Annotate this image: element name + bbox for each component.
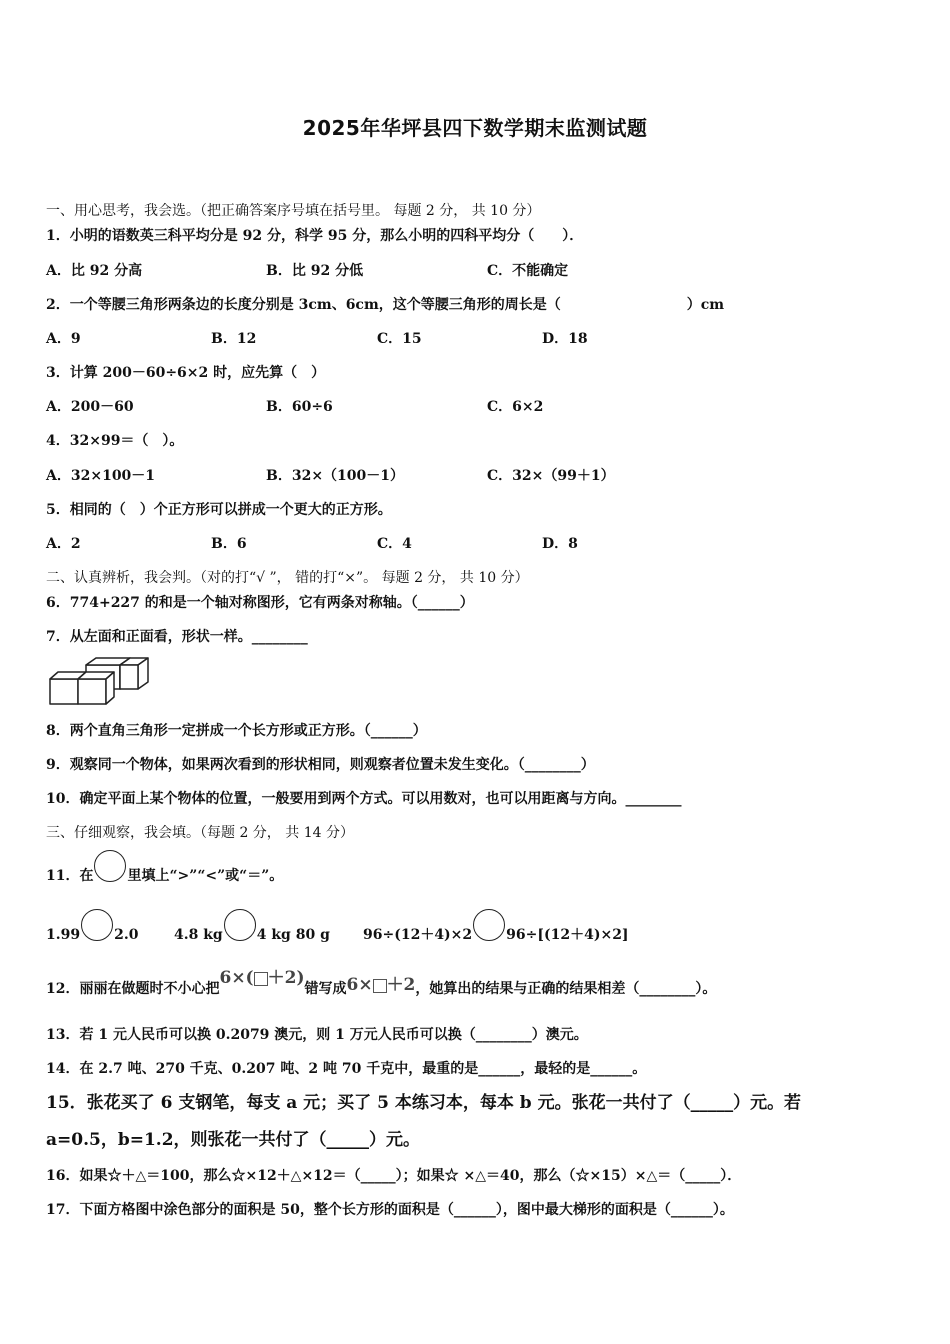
q11-prefix: 11．在	[46, 868, 94, 884]
answer-circle[interactable]	[94, 850, 126, 882]
compare-circle-1[interactable]	[81, 909, 113, 941]
q5-option-c: C．4	[377, 536, 412, 552]
compare-circle-2[interactable]	[224, 909, 256, 941]
question-1: 1．小明的语数英三科平均分是 92 分，科学 95 分，那么小明的四科平均分（ ）．	[46, 228, 584, 244]
correct-expression: 6×( ＋2)	[219, 968, 305, 988]
q4-option-a: A．32×100－1	[46, 468, 156, 484]
wrong-expression: 6× ＋2	[346, 975, 416, 995]
question-8: 8．两个直角三角形一定拼成一个长方形或正方形。（______）	[46, 723, 427, 739]
q5-option-d: D．8	[542, 536, 578, 552]
page-title: 2025年华坪县四下数学期末监测试题	[302, 116, 648, 140]
question-9: 9．观察同一个物体，如果两次看到的形状相同，则观察者位置未发生变化。（________）	[46, 757, 595, 773]
section-2-heading: 二、认真辨析，我会判。（对的打“√ ”， 错的打“×”。 每题 2 分， 共 10 分）	[46, 570, 529, 586]
q1-option-c: C．不能确定	[487, 263, 569, 279]
q2-option-d: D．18	[542, 331, 588, 347]
q11-suffix: 里填上“>”“<”或“＝”。	[127, 868, 284, 884]
q2-option-b: B．12	[211, 331, 257, 347]
question-5: 5．相同的（ ）个正方形可以拼成一个更大的正方形。	[46, 502, 392, 518]
question-15-line-2: a=0.5，b=1.2，则张花一共付了（_____）元。	[46, 1130, 421, 1150]
section-3-heading: 三、仔细观察，我会填。（每题 2 分， 共 14 分）	[46, 825, 354, 841]
section-1-heading: 一、用心思考，我会选。（把正确答案序号填在括号里。 每题 2 分， 共 10 分）	[46, 203, 541, 219]
question-17: 17．下面方格图中涂色部分的面积是 50，整个长方形的面积是（______），图中最大梯形的面积是（______）。	[46, 1202, 734, 1218]
q3-option-b: B．60÷6	[266, 399, 333, 415]
cube-figure	[48, 657, 152, 707]
q2-option-a: A．9	[46, 331, 81, 347]
q4-option-c: C．32×（99＋1）	[487, 468, 615, 484]
q5-option-b: B．6	[211, 536, 247, 552]
question-7: 7．从左面和正面看，形状一样。________	[46, 629, 308, 645]
question-11	[46, 860, 283, 892]
q3-option-a: A．200－60	[46, 399, 134, 415]
q3-option-c: C．6×2	[487, 399, 544, 415]
q11-item-1: 1.99 2.0	[46, 919, 138, 951]
q11-item-3: 96÷(12＋4)×2 96÷[(12＋4)×2]	[363, 919, 629, 951]
q11-item-2: 4.8 kg 4 kg 80 g	[174, 919, 330, 951]
question-6: 6．774+227 的和是一个轴对称图形，它有两条对称轴。（______）	[46, 595, 474, 611]
question-3: 3．计算 200－60÷6×2 时，应先算（ ）	[46, 365, 326, 381]
q1-option-b: B．比 92 分低	[266, 263, 364, 279]
blank-square-icon	[254, 972, 268, 986]
blank-square-icon	[373, 979, 387, 993]
compare-circle-3[interactable]	[473, 909, 505, 941]
question-16: 16．如果☆＋△＝100，那么☆×12＋△×12＝（_____）；如果☆ ×△＝40，那么（☆×15）×△＝（_____）．	[46, 1168, 742, 1184]
q1-option-a: A．比 92 分高	[46, 263, 143, 279]
question-12: 12．丽丽在做题时不小心把6×( ＋2)错写成6× ＋2，她算出的结果与正确的结果相差（________）。	[46, 968, 717, 997]
question-15-line-1: 15．张花买了 6 支钢笔，每支 a 元；买了 5 本练习本，每本 b 元。张花一共付了（_____）元。若	[46, 1093, 802, 1113]
q4-option-b: B．32×（100－1）	[266, 468, 405, 484]
question-2: 2．一个等腰三角形两条边的长度分别是 3cm、6cm，这个等腰三角形的周长是（ ）cm	[46, 297, 725, 313]
question-10: 10．确定平面上某个物体的位置，一般要用到两个方式。可以用数对，也可以用距离与方向。________	[46, 791, 682, 807]
question-13: 13．若 1 元人民币可以换 0.2079 澳元，则 1 万元人民币可以换（________）澳元。	[46, 1027, 588, 1043]
question-4: 4．32×99＝（ ）。	[46, 433, 184, 449]
q5-option-a: A．2	[46, 536, 81, 552]
q2-option-c: C．15	[377, 331, 422, 347]
question-14: 14．在 2.7 吨、270 千克、0.207 吨、2 吨 70 千克中，最重的是______，最轻的是______。	[46, 1061, 647, 1077]
